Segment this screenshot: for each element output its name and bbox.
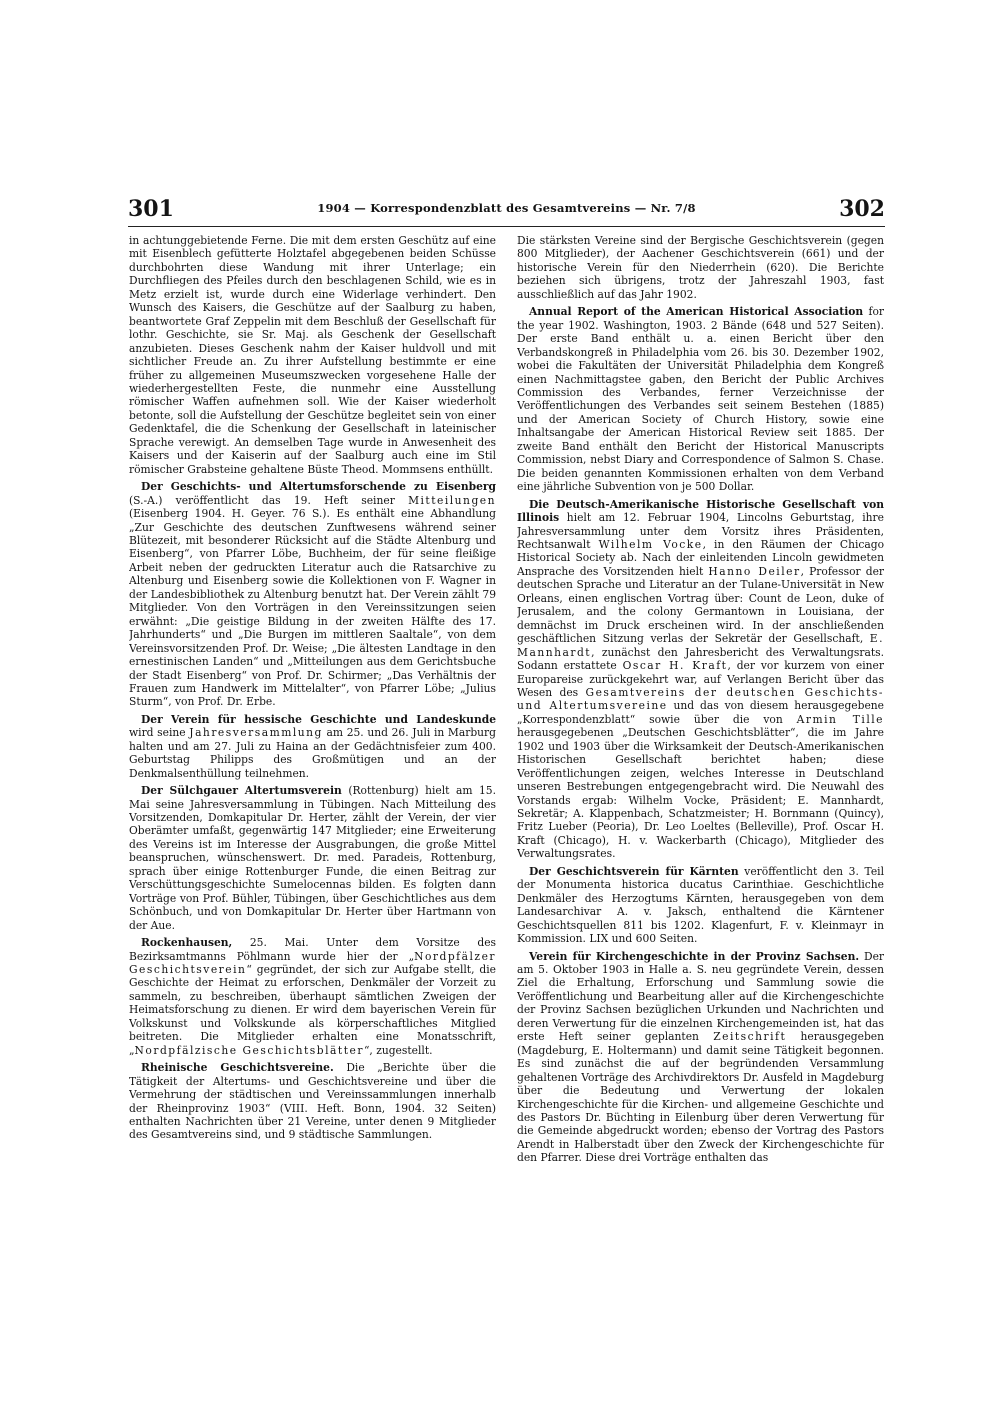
paragraph: Annual Report of the American Historical Association for the year 1902. Washington, 1903. 2 Bände (648 und 527 Seiten). Der erste Band enthält u. a. einen Bericht über den Verbandskongreß in Philadelphia vom 26. bis 30. Dezember 1902, wobei die Fakultäten der Universität Philadelphia dem Kongreß einen Nachmittagstee gaben, den Bericht der Public Archives Commission des Verbandes, ferner Verzeichnisse der Veröffentlichungen des Verbandes seit seinem Bestehen (1885) und der American Society of Church History, sowie eine Inhaltsangabe der American Historical Review seit 1885. Der zweite Band enthält den Bericht der Historical Manuscripts Commission, nebst Diary and Correspondence of Salmon S. Chase. Die beiden genannten Kommissionen erhalten von dem Verband eine jährliche Subvention von je 500 Dollar. xyxy=(517,305,884,494)
paragraph: Die Deutsch-Amerikanische Historische Gesellschaft von Illinois hielt am 12. Februar 1904, Lincolns Geburtstag, ihre Jahresversammlung unter dem Vorsitz ihres Präsidenten, Rechtsanwalt Wilhelm Vocke, in den Räumen der Chicago Historical Society ab. Nach der einleitenden Lincoln gewidmeten Ansprache des Vorsitzenden hielt Hanno Deiler, Professor der deutschen Sprache und Literatur an der Tulane-Universität in New Orleans, einen englischen Vortrag über: Count de Leon, duke of Jerusalem, and the colony Germantown in Louisiana, der demnächst im Druck erscheinen wird. In der anschließenden geschäftlichen Sitzung verlas der Sekretär der Gesellschaft, E. Mannhardt, zunächst den Jahresbericht des Verwaltungsrats. Sodann erstattete Oscar H. Kraft, der vor kurzem von einer Europareise zurückgekehrt war, auf Verlangen Bericht über das Wesen des Gesamtvereins der deutschen Geschichts- und Altertumsvereine und das von diesem herausgegebene „Korrespondenzblatt“ sowie über die von Armin Tille herausgegebenen „Deutschen Geschichtsblätter“, die im Jahre 1902 und 1903 über die Wirksamkeit der Deutsch-Amerikanischen Historischen Gesellschaft berichtet haben; diese Veröffentlichungen zeigen, welches Interesse in Deutschland unseren Bestrebungen entgegengebracht wird. Die Neuwahl des Vorstands ergab: Wilhelm Vocke, Präsident; E. Mannhardt, Sekretär; A. Klappenbach, Schatzmeister; H. Bornmann (Quincy), Fritz Lueber (Peoria), Dr. Leo Loeltes (Belleville), Prof. Oscar H. Kraft (Chicago), H. v. Wackerbarth (Chicago), Mitglieder des Verwaltungsrates. xyxy=(517,497,884,861)
paragraph: Rheinische Geschichtsvereine. Die „Berichte über die Tätigkeit der Altertums- und Geschichtsvereine und über die Vermehrung der städtischen und Vereinssammlungen innerhalb der Rheinprovinz 1903“ (VIII. Heft. Bonn, 1904. 32 Seiten) enthalten Nachrichten über 21 Vereine, unter denen 9 Mitglieder des Gesamtvereins sind, und 9 städtische Sammlungen. xyxy=(129,1061,496,1142)
section-heading: Rheinische Geschichtsvereine. xyxy=(141,1061,334,1075)
paragraph: Die stärksten Vereine sind der Bergische Geschichtsverein (gegen 800 Mitglieder), der Aachener Geschichtsverein (661) und der historische Verein für den Niederrhein (620). Die Berichte beziehen sich übrigens, trotz der Jahreszahl 1903, fast ausschließlich auf das Jahr 1902. xyxy=(517,234,884,301)
paragraph: Rockenhausen, 25. Mai. Unter dem Vorsitze des Bezirksamtmanns Pöhlmann wurde hier der „Nordpfälzer Geschichtsverein“ gegründet, der sich zur Aufgabe stellt, die Geschichte der Heimat zu erforschen, Denkmäler der Vorzeit zu sammeln, zu beschreiben, überhaupt sämtlichen Zweigen der Heimatsforschung zu dienen. Er wird dem bayerischen Verein für Volkskunst und Volkskunde als körperschaftliches Mitglied beitreten. Die Mitglieder erhalten eine Monatsschrift, „Nordpfälzische Geschichtsblätter“, zugestellt. xyxy=(129,936,496,1057)
running-title: 1904 — Korrespondenzblatt des Gesamtvereins — Nr. 7/8 xyxy=(317,201,696,215)
paragraph: Verein für Kirchengeschichte in der Provinz Sachsen. Der am 5. Oktober 1903 in Halle a. S. neu gegründete Verein, dessen Ziel die Erhaltung, Erforschung und Sammlung sowie die Veröffentlichung und Bearbeitung aller auf die Kirchengeschichte der Provinz Sachsen bezüglichen Urkunden und Nachrichten und deren Verwertung für die einzelnen Kirchengemeinden ist, hat das erste Heft seiner geplanten Zeitschrift herausgegeben (Magdeburg, E. Holtermann) und damit seine Tätigkeit begonnen. Es sind zunächst die auf der begründenden Versammlung gehaltenen Vorträge des Archivdirektors Dr. Ausfeld in Magdeburg über die Bedeutung und Verwertung der lokalen Kirchengeschichte für die Kirchen- und allgemeine Geschichte und des Pastors Dr. Büchting in Eilenburg über deren Verwertung für die Gemeinde abgedruckt worden; ebenso der Vortrag des Pastors Arendt in Halberstadt über den Zweck der Kirchengeschichte für den Pfarrer. Diese drei Vorträge enthalten das xyxy=(517,949,884,1165)
page-number-right: 302 xyxy=(839,196,885,222)
section-heading: Die Deutsch-Amerikanische Historische Gesellschaft von Illinois xyxy=(517,497,884,525)
section-heading: Der Geschichtsverein für Kärnten xyxy=(529,864,739,878)
page-number-left: 301 xyxy=(128,196,174,222)
section-heading: Rockenhausen, xyxy=(141,936,233,950)
section-heading: Der Verein für hessische Geschichte und Landeskunde xyxy=(141,712,496,726)
paragraph: Der Verein für hessische Geschichte und Landeskunde wird seine Jahresversammlung am 25. und 26. Juli in Marburg halten und am 27. Juli zu Haina an der Gedächtnisfeier zum 400. Geburtstag Philipps des Großmütigen und an der Denkmalsenthüllung teilnehmen. xyxy=(129,712,496,780)
section-heading: Annual Report of the American Historical Association xyxy=(529,305,864,319)
section-heading: Der Sülchgauer Altertumsverein xyxy=(141,784,342,798)
section-heading: Der Geschichts- und Altertumsforschende zu Eisenberg xyxy=(141,480,496,494)
right-column xyxy=(517,234,884,1239)
paragraph: Der Sülchgauer Altertumsverein (Rottenburg) hielt am 15. Mai seine Jahresversammlung in Tübingen. Nach Mitteilung des Vorsitzenden, Domkapitular Dr. Herter, zählt der Verein, der vier Oberämter umfaßt, gegenwärtig 147 Mitglieder; eine Erweiterung des Vereins ist im Interesse der Ausgrabungen, die große Mittel beanspruchen, wünschenswert. Dr. med. Paradeis, Rottenburg, sprach über einige Rottenburger Funde, die einen Beitrag zur Verschüttungsgeschichte Sumelocennas bilden. Es folgten dann Vorträge von Prof. Bühler, Tübingen, über Geschichtliches aus dem Schönbuch, und von Domkapitular Dr. Herter über Hartmann von der Aue. xyxy=(129,784,496,932)
paragraph: Der Geschichtsverein für Kärnten veröffentlicht den 3. Teil der Monumenta historica ducatus Carinthiae. Geschichtliche Denkmäler des Herzogtums Kärnten, herausgegeben von dem Landesarchivar A. v. Jaksch, enthaltend die Kärntener Geschichtsquellen 811 bis 1202. Klagenfurt, F. v. Kleinmayr in Kommission. LIX und 600 Seiten. xyxy=(517,864,884,946)
paragraph: in achtunggebietende Ferne. Die mit dem ersten Geschütz auf eine mit Eisenblech gefütterte Holztafel abgegebenen beiden Schüsse durchbohrten diese Wandung mit ihrer Unterlage; ein Durchfliegen des Pfeiles durch den beschlagenen Schild, wie es in Metz erzielt ist, wurde durch eine Widerlage verhindert. Den Wunsch des Kaisers, die Geschütze auf der Saalburg zu haben, beantwortete Graf Zeppelin mit dem Beschluß der Gesellschaft für lothr. Geschichte, sie Sr. Maj. als Geschenk der Gesellschaft anzubieten. Dieses Geschenk nahm der Kaiser huldvoll und mit sichtlicher Freude an. Zu ihrer Aufstellung bestimmte er eine früher zu allgemeinen Museumszwecken vorgesehene Halle der wiederhergestellten Feste, die nunmehr eine Ausstellung römischer Waffen aufnehmen soll. Wie der Kaiser wiederholt betonte, soll die Aufstellung der Geschütze begleitet sein von einer Gedenktafel, die die Schenkung der Gesellschaft in lateinischer Sprache verewigt. An demselben Tage wurde in Anwesenheit des Kaisers und der Kaiserin auf der Saalburg auch eine im Stil römischer Grabsteine gehaltene Büste Theod. Mommsens enthüllt. xyxy=(129,234,496,476)
paragraph: Der Geschichts- und Altertumsforschende zu Eisenberg (S.-A.) veröffentlicht das 19. Heft seiner Mitteilungen (Eisenberg 1904. H. Geyer. 76 S.). Es enthält eine Abhandlung „Zur Geschichte des deutschen Zunftwesens während seiner Blütezeit, mit besonderer Rücksicht auf die Städte Altenburg und Eisenberg“, von Pfarrer Löbe, Buchheim, der für seine fleißige Arbeit neben der gedruckten Literatur auch die Ratsarchive zu Altenburg und Eisenberg sowie die Kollektionen von F. Wagner in der Landesbibliothek zu Altenburg benutzt hat. Der Verein zählt 79 Mitglieder. Von den Vorträgen in den Vereinssitzungen seien erwähnt: „Die geistige Bildung in der zweiten Hälfte des 17. Jahrhunderts“ und „Die Burgen im mittleren Saaltale“, von dem Vereinsvorsitzenden Prof. Dr. Weise; „Die ältesten Landtage in den ernestinischen Landen“ und „Mitteilungen aus dem Gerichtsbuche der Stadt Eisenberg“ von Prof. Dr. Schirmer; „Das Verhältnis der Frauen zum Handwerk im Mittelalter“, von Pfarrer Löbe; „Julius Sturm“, von Prof. Dr. Erbe. xyxy=(129,480,496,709)
page-header xyxy=(128,196,885,227)
left-column xyxy=(129,234,496,1239)
section-heading: Verein für Kirchengeschichte in der Provinz Sachsen. xyxy=(529,949,860,963)
